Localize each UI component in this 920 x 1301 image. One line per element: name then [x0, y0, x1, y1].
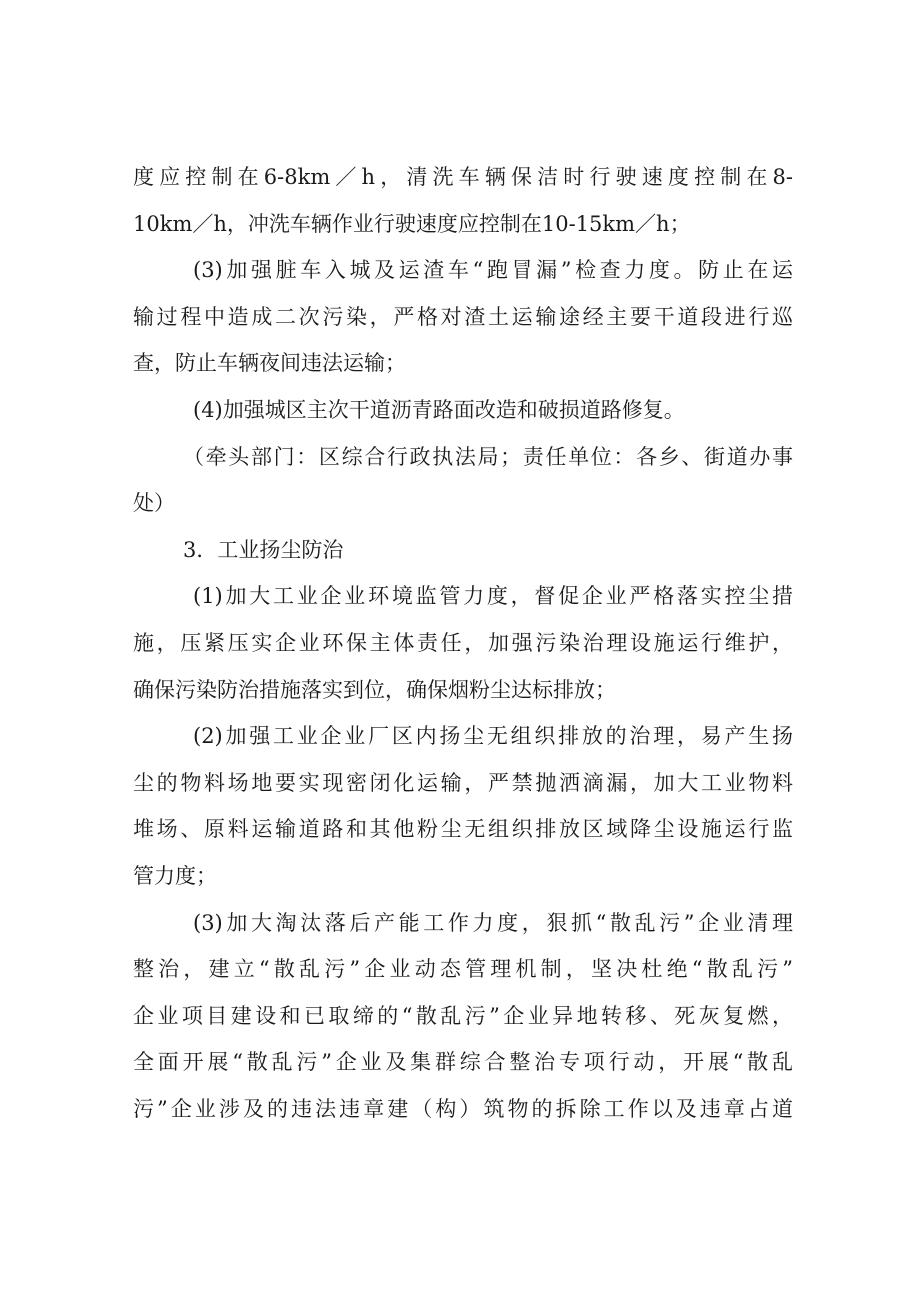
text-line: 全面开展“散乱污”企业及集群综合整治专项行动，开展“散乱: [133, 1050, 793, 1075]
text-line: 查，防止车辆夜间违法运输；: [133, 351, 406, 376]
text-line: 污”企业涉及的违法违章建（构）筑物的拆除工作以及违章占道: [133, 1096, 793, 1121]
text-line: 堆场、原料运输道路和其他粉尘无组织排放区域降尘设施运行监: [133, 817, 793, 842]
text-line: 尘的物料场地要实现密闭化运输，严禁抛洒滴漏，加大工业物料: [133, 770, 793, 795]
text-line: 输过程中造成二次污染，严格对渣土运输途经主要干道段进行巡: [133, 304, 793, 329]
paragraph-start-line: (3)加大淘汰落后产能工作力度，狠抓“散乱污”企业清理: [193, 910, 793, 935]
paragraph-start-line: (1)加大工业企业环境监管力度，督促企业严格落实控尘措: [193, 584, 793, 609]
text-line: 度应控制在6-8km／h，清洗车辆保洁时行驶速度控制在8-: [133, 165, 793, 189]
text-line: 整治，建立“散乱污”企业动态管理机制，坚决杜绝“散乱污”: [133, 957, 793, 982]
text-line: 企业项目建设和已取缔的“散乱污”企业异地转移、死灰复燃，: [133, 1003, 793, 1028]
responsibility-note-line: （牵头部门：区综合行政执法局；责任单位：各乡、街道办事: [183, 444, 793, 469]
text-line: 管力度；: [133, 863, 217, 888]
paragraph-start-line: (4)加强城区主次干道沥青路面改造和破损道路修复。: [193, 397, 685, 422]
text-line: 10km／h，冲洗车辆作业行驶速度应控制在10-15km／h；: [133, 211, 691, 236]
text-line: 确保污染防治措施落实到位，确保烟粉尘达标排放；: [133, 677, 616, 702]
text-line: 施，压紧压实企业环保主体责任，加强污染治理设施运行维护，: [133, 630, 793, 655]
paragraph-start-line: (3)加强脏车入城及运渣车“跑冒漏”检查力度。防止在运: [193, 258, 793, 283]
section-heading: 3．工业扬尘防治: [183, 537, 344, 562]
paragraph-start-line: (2)加强工业企业厂区内扬尘无组织排放的治理，易产生扬: [193, 724, 793, 749]
body-text: [133, 154, 793, 1132]
responsibility-note-line: 处）: [133, 491, 175, 516]
